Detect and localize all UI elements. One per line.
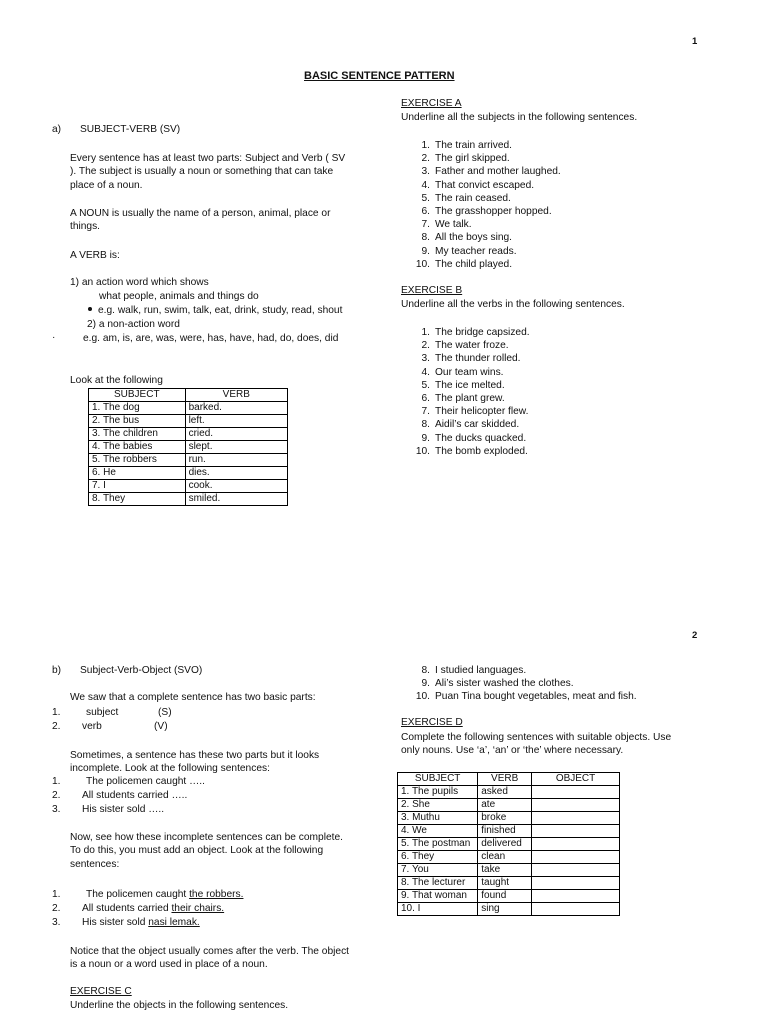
object-cell[interactable] — [532, 825, 620, 838]
object-cell[interactable] — [532, 864, 620, 877]
paragraph-line: only nouns. Use ‘a’, ‘an’ or ‘the’ where necessary. — [401, 745, 624, 757]
subject-cell: 7. You — [398, 864, 478, 877]
header-cell: SUBJECT — [89, 389, 186, 402]
exercise-a-instruction: Underline all the subjects in the following sentences. — [401, 112, 638, 123]
verb-example — [88, 305, 342, 316]
incomplete-sentence: His sister sold ….. — [82, 804, 165, 815]
subject-cell: 10. I — [398, 903, 478, 916]
part-abbr: (V) — [154, 721, 168, 732]
list-number: 1. — [52, 889, 61, 900]
table-row — [89, 441, 288, 454]
object-cell[interactable] — [532, 903, 620, 916]
exercise-c-list — [413, 664, 637, 704]
object-underlined: the robbers. — [189, 889, 244, 900]
exercise-a-list — [413, 139, 561, 271]
verb-cell: ate — [478, 799, 532, 812]
sometimes-paragraph — [70, 749, 319, 776]
incomplete-sentence: The policemen caught ….. — [86, 776, 205, 787]
exercise-c-heading: EXERCISE C — [70, 986, 132, 997]
verb-cell: slept. — [185, 441, 287, 454]
verb-cell: take — [478, 864, 532, 877]
verb-example: e.g. am, is, are, was, were, has, have, had, do, does, did — [83, 333, 339, 344]
table-row — [398, 812, 620, 825]
verb-cell: clean — [478, 851, 532, 864]
object-cell[interactable] — [532, 890, 620, 903]
table-row — [89, 467, 288, 480]
list-number: 2. — [52, 790, 61, 801]
list-item: 10. The bomb exploded. — [415, 445, 528, 457]
section-marker: a) — [52, 124, 62, 135]
list-item: 10. Puan Tina bought vegetables, meat and fish. — [415, 691, 637, 703]
list-item: 3. The thunder rolled. — [421, 353, 521, 365]
svo-table — [397, 772, 620, 916]
list-item: 3. Father and mother laughed. — [421, 166, 561, 178]
object-underlined: their chairs. — [171, 903, 225, 914]
paragraph-line: incomplete. Look at the following sentences: — [70, 763, 270, 775]
table-row — [89, 402, 288, 415]
verb-cell: barked. — [185, 402, 287, 415]
list-item: 9. Ali’s sister washed the clothes. — [421, 678, 574, 690]
bullet-icon — [88, 307, 92, 311]
list-number: 2. — [52, 903, 61, 914]
paragraph-line: Now, see how these incomplete sentences can be complete. — [70, 832, 343, 843]
list-item: 9. My teacher reads. — [421, 245, 517, 257]
list-item: 1. The train arrived. — [421, 140, 513, 151]
header-cell: SUBJECT — [398, 773, 478, 786]
page-title: BASIC SENTENCE PATTERN — [304, 70, 455, 82]
complete-sentence: His sister sold nasi lemak. — [82, 917, 200, 928]
subject-cell: 6. They — [398, 851, 478, 864]
subject-cell: 5. The robbers — [89, 454, 186, 467]
subject-cell: 1. The pupils — [398, 786, 478, 799]
exercise-b-list — [413, 326, 530, 458]
exercise-d-instruction — [401, 731, 671, 758]
list-item: 8. Aidil’s car skidded. — [421, 419, 520, 431]
paragraph-line: Complete the following sentences with suitable objects. Use — [401, 732, 672, 743]
paragraph-line: place of a noun. — [70, 179, 143, 191]
verb-definition: what people, animals and things do — [99, 291, 259, 302]
subject-cell: 4. The babies — [89, 441, 186, 454]
table-row — [398, 864, 620, 877]
stray-mark: · — [52, 332, 56, 343]
list-item: 6. The plant grew. — [421, 393, 505, 405]
table-header-row — [89, 389, 288, 402]
paragraph-line: A NOUN is usually the name of a person, animal, place or — [70, 208, 331, 219]
subject-cell: 4. We — [398, 825, 478, 838]
verb-cell: finished — [478, 825, 532, 838]
paragraph-line: is a noun or a word used in place of a noun. — [70, 959, 268, 971]
object-cell[interactable] — [532, 838, 620, 851]
paragraph-line: ). The subject is usually a noun or something that can take — [70, 166, 334, 178]
object-underlined: nasi lemak. — [148, 917, 200, 928]
verb-cell: left. — [185, 415, 287, 428]
subject-cell: 6. He — [89, 467, 186, 480]
object-cell[interactable] — [532, 812, 620, 825]
verb-cell: broke — [478, 812, 532, 825]
table-row — [398, 786, 620, 799]
table-row — [398, 851, 620, 864]
look-text: Look at the following — [70, 375, 163, 386]
verb-cell: run. — [185, 454, 287, 467]
table-row — [398, 903, 620, 916]
list-item: 4. Our team wins. — [421, 366, 504, 378]
subject-cell: 2. The bus — [89, 415, 186, 428]
subject-cell: 8. The lecturer — [398, 877, 478, 890]
verb-cell: dies. — [185, 467, 287, 480]
page-number: 1 — [692, 36, 698, 47]
verb-cell: smiled. — [185, 493, 287, 506]
verb-definition: 1) an action word which shows — [70, 277, 209, 288]
object-cell[interactable] — [532, 877, 620, 890]
verb-cell: delivered — [478, 838, 532, 851]
paragraph-line: Every sentence has at least two parts: Subject and Verb ( SV — [70, 153, 346, 164]
sv-table — [88, 388, 288, 506]
exercise-b-instruction: Underline all the verbs in the following sentences. — [401, 299, 625, 310]
verb-heading: A VERB is: — [70, 250, 120, 261]
notice-paragraph — [70, 945, 349, 972]
table-row — [398, 877, 620, 890]
section-heading: SUBJECT-VERB (SV) — [80, 124, 181, 135]
list-item: 9. The ducks quacked. — [421, 432, 527, 444]
subject-cell: 9. That woman — [398, 890, 478, 903]
complete-sentence: All students carried their chairs. — [82, 903, 225, 914]
table-row — [89, 454, 288, 467]
exercise-c-instruction: Underline the objects in the following sentences. — [70, 1000, 289, 1011]
paragraph-line: Sometimes, a sentence has these two parts but it looks — [70, 750, 320, 761]
subject-cell: 3. The children — [89, 428, 186, 441]
now-paragraph — [70, 831, 343, 871]
list-item: 8. All the boys sing. — [421, 232, 513, 244]
exercise-d-heading: EXERCISE D — [401, 717, 463, 728]
incomplete-sentence: All students carried ….. — [82, 790, 188, 801]
paragraph-line: sentences: — [70, 858, 120, 870]
table-row — [89, 480, 288, 493]
subject-cell: 1. The dog — [89, 402, 186, 415]
header-cell: VERB — [478, 773, 532, 786]
exercise-a-heading: EXERCISE A — [401, 98, 462, 109]
paragraph-line: things. — [70, 221, 101, 233]
object-cell[interactable] — [532, 786, 620, 799]
exercise-b-heading: EXERCISE B — [401, 285, 463, 296]
list-item: 4. That convict escaped. — [421, 179, 535, 191]
verb-cell: found — [478, 890, 532, 903]
list-item: 7. Their helicopter flew. — [421, 406, 529, 418]
list-number: 1. — [52, 707, 61, 718]
table-row — [398, 799, 620, 812]
subject-cell: 5. The postman — [398, 838, 478, 851]
intro-paragraph — [70, 152, 345, 192]
list-item: 1. The bridge capsized. — [421, 327, 530, 338]
paragraph-line: To do this, you must add an object. Look at the following — [70, 845, 324, 857]
section-marker: b) — [52, 665, 62, 676]
subject-cell: 3. Muthu — [398, 812, 478, 825]
list-item: 5. The ice melted. — [421, 379, 505, 391]
complete-sentence: The policemen caught the robbers. — [86, 889, 244, 900]
object-cell[interactable] — [532, 851, 620, 864]
table-row — [398, 825, 620, 838]
saw-text: We saw that a complete sentence has two basic parts: — [70, 692, 316, 703]
table-row — [89, 428, 288, 441]
table-row — [398, 890, 620, 903]
subject-cell: 2. She — [398, 799, 478, 812]
list-item: 6. The grasshopper hopped. — [421, 206, 552, 218]
list-number: 3. — [52, 917, 61, 928]
object-cell[interactable] — [532, 799, 620, 812]
noun-paragraph — [70, 207, 330, 234]
list-item: 5. The rain ceased. — [421, 192, 511, 204]
verb-cell: asked — [478, 786, 532, 799]
table-header-row — [398, 773, 620, 786]
subject-cell: 8. They — [89, 493, 186, 506]
list-number: 2. — [52, 721, 61, 732]
table-row — [398, 838, 620, 851]
list-number: 3. — [52, 804, 61, 815]
section-heading: Subject-Verb-Object (SVO) — [80, 665, 203, 676]
subject-cell: 7. I — [89, 480, 186, 493]
list-number: 1. — [52, 776, 61, 787]
list-item: 2. The girl skipped. — [421, 153, 510, 165]
table-row — [89, 493, 288, 506]
page-number: 2 — [692, 630, 698, 641]
example-text: e.g. walk, run, swim, talk, eat, drink, study, read, shout — [98, 305, 343, 316]
part-name: verb — [82, 721, 102, 732]
list-item: 7. We talk. — [421, 219, 472, 231]
header-cell: OBJECT — [532, 773, 620, 786]
part-name: subject — [86, 707, 119, 718]
header-cell: VERB — [185, 389, 287, 402]
verb-cell: sing — [478, 903, 532, 916]
verb-cell: taught — [478, 877, 532, 890]
paragraph-line: Notice that the object usually comes after the verb. The object — [70, 946, 349, 957]
list-item: 2. The water froze. — [421, 340, 509, 352]
part-abbr: (S) — [158, 707, 172, 718]
list-item: 10. The child played. — [415, 258, 513, 270]
verb-definition: 2) a non-action word — [87, 319, 180, 330]
verb-cell: cook. — [185, 480, 287, 493]
list-item: 8. I studied languages. — [421, 665, 527, 676]
table-row — [89, 415, 288, 428]
verb-cell: cried. — [185, 428, 287, 441]
